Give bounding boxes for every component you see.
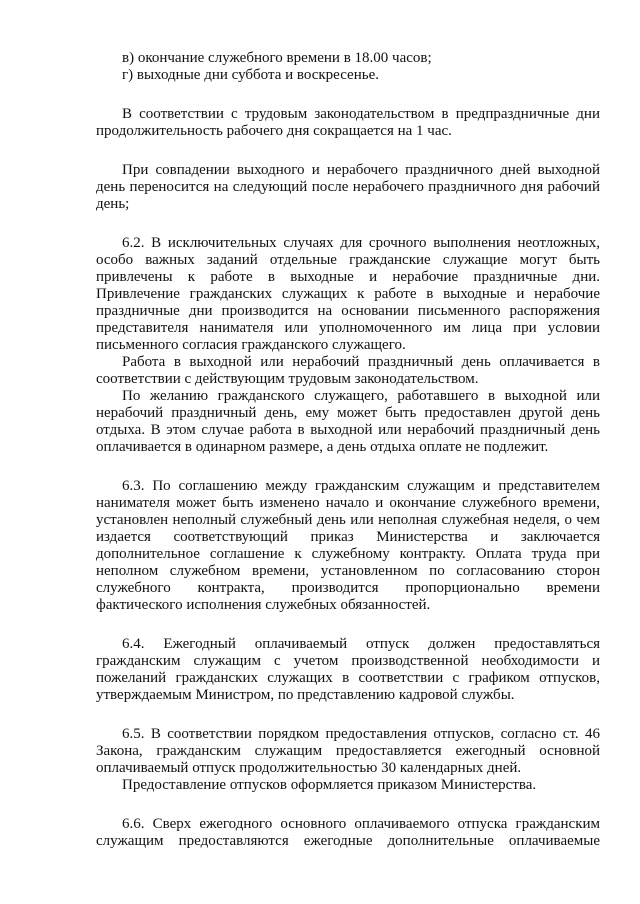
text-line: Закона, гражданским служащим предоставляется ежегодный основной (96, 743, 600, 759)
text-line: гражданским служащим с учетом производственной необходимости и (96, 653, 600, 669)
text-line: Привлечение гражданских служащих к работе в выходные и нерабочие (96, 286, 600, 302)
text-line: служащим предоставляются ежегодные дополнительные оплачиваемые (96, 833, 600, 849)
document-page (96, 50, 600, 850)
text-line: особо важных заданий отдельные гражданские служащие могут быть (96, 252, 600, 268)
text-line: Работа в выходной или нерабочий праздничный день оплачивается в (122, 354, 600, 370)
text-line: 6.5. В соответствии порядком предоставления отпусков, согласно ст. 46 (122, 726, 600, 742)
text-line: праздничные дни производится на основании письменного распоряжения (96, 303, 600, 319)
text-line: 6.6. Сверх ежегодного основного оплачиваемого отпуска гражданским (122, 816, 600, 832)
text-line: привлечены к работе в выходные и нерабочие праздничные дни. (96, 269, 600, 285)
text-line: утверждаемым Министром, по представлению кадровой службы. (96, 687, 515, 703)
paragraph-6-4 (96, 636, 600, 704)
text-line: 6.3. По соглашению между гражданским служащим и представителем (122, 478, 600, 494)
paragraph-preholiday (96, 106, 600, 140)
text-line: продолжительность рабочего дня сокращается на 1 час. (96, 123, 452, 139)
text-line: 6.2. В исключительных случаях для срочного выполнения неотложных, (122, 235, 600, 251)
text-line: Предоставление отпусков оформляется приказом Министерства. (122, 777, 537, 793)
text-line: дополнительное соглашение к служебному контракту. Оплата труда при (96, 546, 600, 562)
paragraph-6-2 (96, 235, 600, 354)
text-line: пожеланий гражданских служащих в соответствии с графиком отпусков, (96, 670, 600, 686)
paragraph-coincide (96, 162, 600, 213)
text-line: представителя нанимателя или уполномоченного им лица при условии (96, 320, 600, 336)
text-line: нерабочий праздничный день, ему может быть предоставлен другой день (96, 405, 600, 421)
text-line: соответствии с действующим трудовым законодательством. (96, 371, 479, 387)
paragraph-6-6 (96, 816, 600, 850)
text-line: служебного контракта, производится пропорционально времени (96, 580, 600, 596)
text-line: нанимателя может быть изменено начало и окончание служебного времени, (96, 495, 600, 511)
paragraph-6-2-payment (96, 354, 600, 388)
text-line: день; (96, 196, 130, 212)
text-line: оплачивается в одинарном размере, а день отдыха оплате не подлежит. (96, 439, 549, 455)
text-line: оплачиваемый отпуск продолжительностью 30 календарных дней. (96, 760, 522, 776)
list-item-c: в) окончание служебного времени в 18.00 часов; (122, 50, 432, 66)
paragraph-6-2-dayoff (96, 388, 600, 456)
text-line: фактического исполнения служебных обязанностей. (96, 597, 431, 613)
text-line: неполном служебном времени, установленном по согласованию сторон (96, 563, 600, 579)
text-line: отдыха. В этом случае работа в выходной или нерабочий праздничный день (96, 422, 600, 438)
text-line: установлен неполный служебный день или неполная служебная неделя, о чем (96, 512, 600, 528)
text-line: При совпадении выходного и нерабочего праздничного дней выходной (122, 162, 600, 178)
text-line: издается соответствующий приказ Министерства и заключается (96, 529, 600, 545)
list-item-d: г) выходные дни суббота и воскресенье. (122, 67, 379, 83)
paragraph-6-3 (96, 478, 600, 614)
paragraph-6-5-order (96, 777, 600, 794)
paragraph-list (96, 50, 600, 84)
paragraph-6-5 (96, 726, 600, 777)
text-line: письменного согласия гражданского служащего. (96, 337, 406, 353)
text-line: В соответствии с трудовым законодательством в предпраздничные дни (122, 106, 600, 122)
text-line: день переносится на следующий после нерабочего праздничного дня рабочий (96, 179, 600, 195)
text-line: 6.4. Ежегодный оплачиваемый отпуск должен предоставляться (122, 636, 600, 652)
text-line: По желанию гражданского служащего, работавшего в выходной или (122, 388, 600, 404)
